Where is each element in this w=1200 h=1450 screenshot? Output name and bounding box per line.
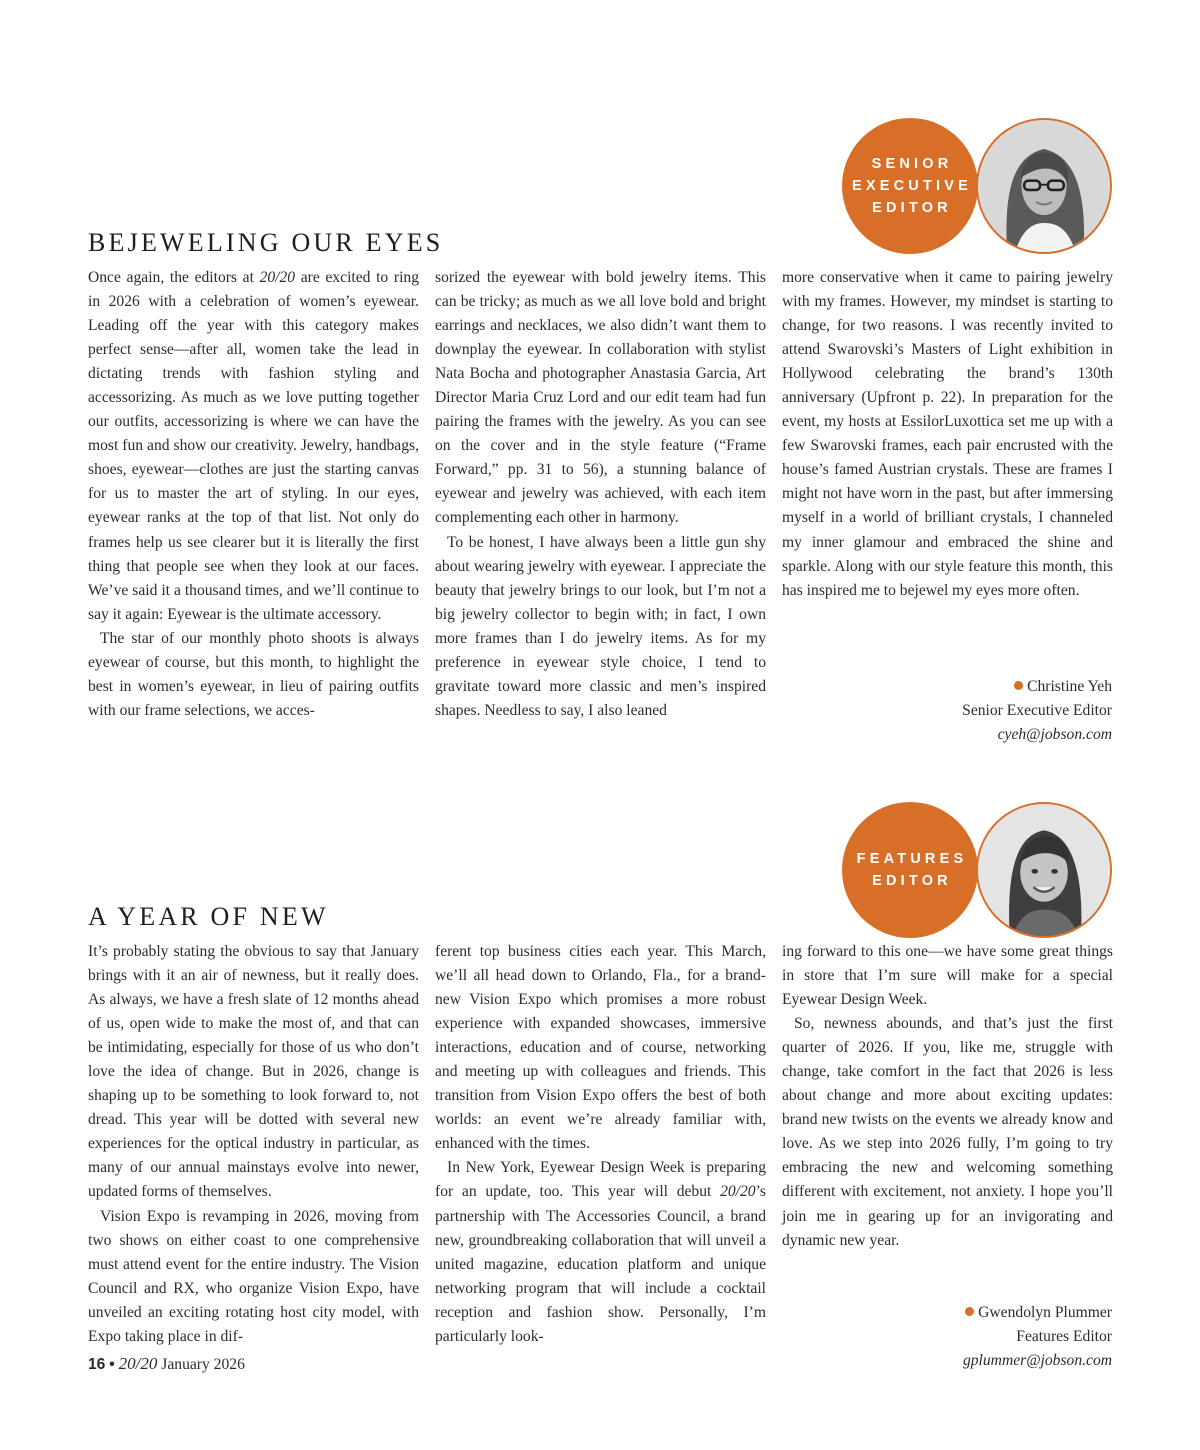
body-paragraph: Vision Expo is revamping in 2026, moving from two shows on either coast to one comprehensive must attend event for the entire industry. The Vision Council and RX, who organize Vision Expo, have unveiled an exciting rotating host city model, with Expo taking place in dif- (88, 1207, 419, 1345)
signature-role: Senior Executive Editor (962, 702, 1112, 719)
editorial-year-of-new (88, 902, 1112, 1372)
bullet-dot-icon (965, 1307, 974, 1316)
signature (963, 1301, 1112, 1373)
signature-name-line (963, 1301, 1112, 1325)
publication-name: 20/20 (118, 1354, 158, 1373)
page-number: 16 (88, 1356, 106, 1373)
body-paragraph: It’s probably stating the obvious to say that January brings with it an air of newness, but it really does. As always, we have a fresh slate of 12 months ahead of us, open wide to make the most of, and that can be intimidating, especially for those of us who don’t love the idea of change. But in 2026, change is shaping up to be something to look forward to, not dread. This year will be dotted with several new experiences for the optical industry in particular, as many of our annual mainstays evolve into newer, updated forms of themselves. (88, 943, 419, 1201)
bullet-dot-icon (1014, 681, 1023, 690)
body-paragraph: To be honest, I have always been a little gun shy about wearing jewelry with eyewear. I appreciate the beauty that jewelry brings to our look, but I’m not a big jewelry collector to begin with; in fact, I own more frames than I do jewelry items. As for my preference in eyewear style choice, I tend to gravitate toward more classic and men’s inspired shapes. Needless to say, I also leaned (435, 533, 766, 719)
badge-circle (842, 802, 978, 938)
body-paragraph: ing forward to this one—we have some great things in store that I’m sure will make for a special Eyewear Design Week. (782, 943, 1113, 1009)
signature-email[interactable]: cyeh@jobson.com (997, 726, 1112, 743)
body-column (782, 266, 1113, 723)
body-columns (88, 940, 1113, 1349)
headline: A YEAR OF NEW (88, 902, 329, 931)
signature (962, 675, 1112, 747)
headline: BEJEWELING OUR EYES (88, 228, 444, 257)
body-column (435, 940, 766, 1349)
publication-name-inline: 20/20 (259, 269, 296, 286)
signature-name: Gwendolyn Plummer (978, 1304, 1112, 1321)
badge-line: EDITOR (872, 200, 952, 216)
portrait-woman-bangs-image (978, 804, 1110, 936)
badge-line: EDITOR (872, 873, 952, 889)
body-column (88, 940, 419, 1349)
body-paragraph: more conservative when it came to pairing jewelry with my frames. However, my mindset is starting to change, for two reasons. I was recently invited to attend Swarovski’s Masters of Light exhibition in Hollywood celebrating the brand’s 130th anniversary (Upfront p. 22). In preparation for the event, my hosts at EssilorLuxottica set me up with a few Swarovski frames, each pair encrusted with the house’s famed Austrian crystals. These are frames I might not have worn in the past, but after immersing myself in a world of brilliant crystals, I channeled my inner glamour and embraced the shine and sparkle. Along with our style feature this month, this has inspired me to bejewel my eyes more often. (782, 269, 1113, 599)
signature-name: Christine Yeh (1027, 678, 1112, 695)
signature-name-line (962, 675, 1112, 699)
badge-circle (842, 118, 978, 254)
editor-photo-christine (976, 118, 1112, 254)
body-paragraph: sorized the eyewear with bold jewelry items. This can be tricky; as much as we all love bold and bright earrings and necklaces, we also didn’t want them to downplay the eyewear. In collaboration with stylist Nata Bocha and photographer Anastasia Garcia, Art Director Maria Cruz Lord and our edit team had fun pairing the frames with the jewelry. As you can see on the cover and in the style feature (“Frame Forward,” pp. 31 to 56), a stunning balance of eyewear and jewelry was achieved, with each item complementing each other in harmony. (435, 269, 766, 527)
editor-photo-gwendolyn (976, 802, 1112, 938)
body-column (88, 266, 419, 723)
signature-email[interactable]: gplummer@jobson.com (962, 1352, 1112, 1369)
body-paragraph: ferent top business cities each year. This March, we’ll all head down to Orlando, Fla., for a brand-new Vision Expo which promises a more robust experience with expanded showcases, immersive interactions, education and of course, networking and meeting up with colleagues and friends. This transition from Vision Expo offers the best of both worlds: an event we’re already familiar with, enhanced with the times. (435, 943, 766, 1153)
body-paragraph: Once again, the editors at 20/20 are excited to ring in 2026 with a celebration of women’s eyewear. Leading off the year with this category makes perfect sense—after all, women take the lead in dictating trends with fashion styling and accessorizing. As much as we love putting together our outfits, accessorizing is where we can have the most fun and show our creativity. Jewelry, handbags, shoes, eyewear—clothes are just the starting canvas for us to master the art of styling. In our eyes, eyewear ranks at the top of that list. Not only do frames help us see clearer but it is literally the first thing that people see when they look at our faces. We’ve said it a thousand times, and we’ll continue to say it again: Eyewear is the ultimate accessory. (88, 269, 419, 623)
page-footer (88, 1354, 245, 1374)
editorial-bejeweling (88, 228, 1112, 758)
body-paragraph: In New York, Eyewear Design Week is preparing for an update, too. This year will debut 20/20’s partnership with The Accessories Council, a brand new, groundbreaking collaboration that will unveil a united magazine, education platform and unique networking program that will include a cocktail reception and fashion show. Personally, I’m particularly look- (435, 1159, 766, 1345)
body-column (782, 940, 1113, 1349)
body-paragraph: The star of our monthly photo shoots is always eyewear of course, but this month, to highlight the best in women’s eyewear, in lieu of pairing outfits with our frame selections, we acces- (88, 629, 419, 719)
footer-bullet: • (109, 1356, 115, 1373)
body-columns (88, 266, 1113, 723)
issue-date: January 2026 (161, 1356, 245, 1373)
badge-line: FEATURES (856, 851, 968, 867)
publication-name-inline: 20/20 (720, 1183, 756, 1201)
badge-line: EXECUTIVE (852, 178, 972, 194)
body-column (435, 266, 766, 723)
portrait-woman-glasses-image (978, 120, 1110, 252)
badge-line: SENIOR (871, 156, 953, 172)
body-paragraph: So, newness abounds, and that’s just the first quarter of 2026. If you, like me, struggle with change, take comfort in the fact that 2026 is less about change and more about exciting updates: brand new twists on the events we already know and love. As we step into 2026 fully, I’m going to try embracing the new and welcoming something different with excitement, not anxiety. I hope you’ll join me in gearing up for an invigorating and dynamic new year. (782, 1015, 1113, 1249)
signature-role: Features Editor (1016, 1328, 1112, 1345)
